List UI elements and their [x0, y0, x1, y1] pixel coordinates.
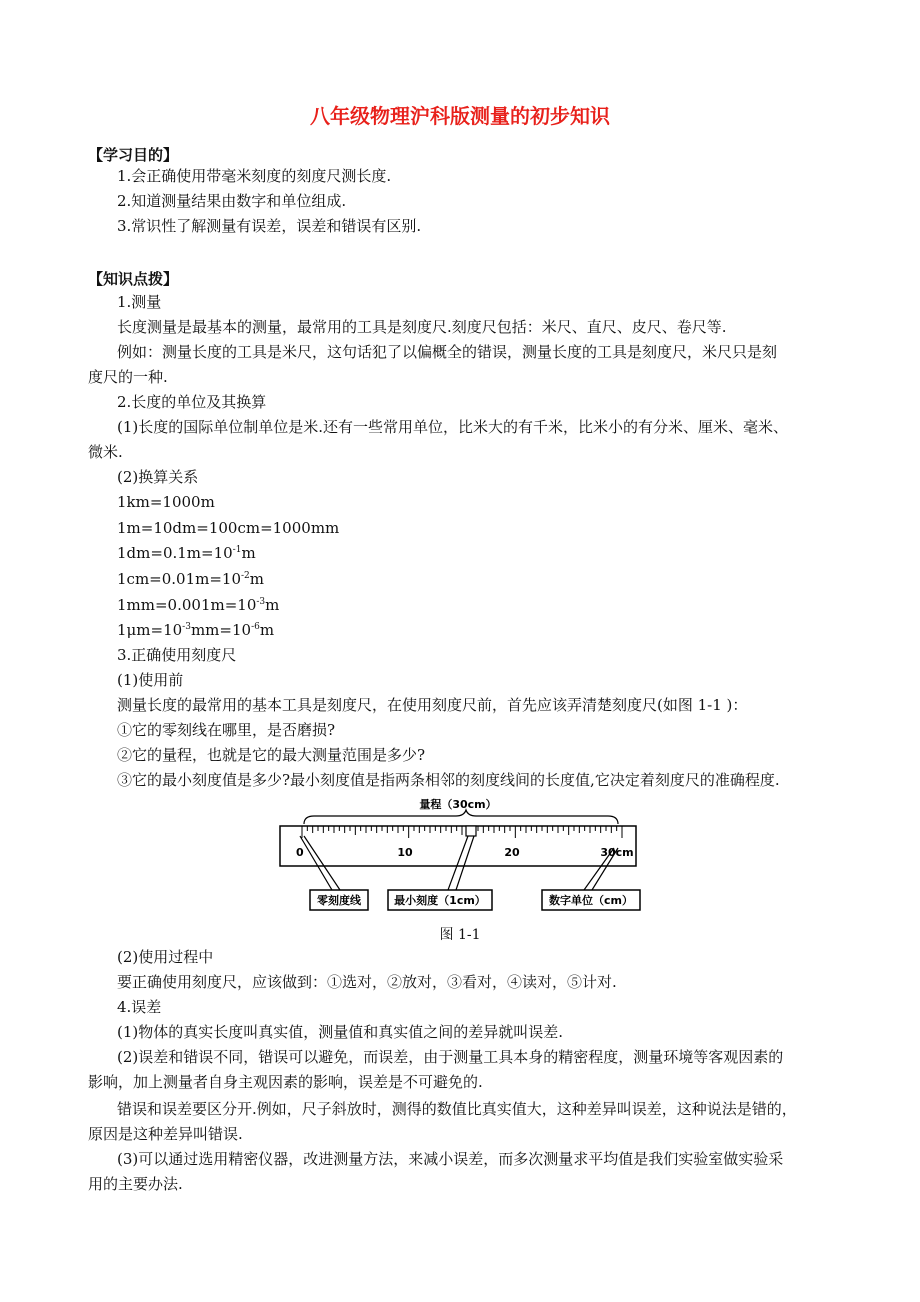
conv-text: 1dm=0.1m=10 [117, 544, 233, 562]
paragraph: 影响，加上测量者自身主观因素的影响，误差是不可避免的. [88, 1073, 483, 1091]
exponent: -3 [256, 597, 266, 607]
conversion-line [117, 595, 279, 615]
min-scale-marker [466, 826, 476, 836]
conv-text: m [259, 621, 275, 639]
paragraph: 测量长度的最常用的基本工具是刻度尺，在使用刻度尺前，首先应该弄清楚刻度尺(如图 1-1 )： [117, 696, 748, 714]
tick-label-10: 10 [397, 846, 413, 859]
paragraph: 错误和误差要区分开.例如，尺子斜放时，测得的数值比真实值大，这种差异叫误差，这种说法是错的， [117, 1100, 797, 1118]
section-title: 1.测量 [117, 293, 162, 311]
conv-text: 1μm=10 [117, 621, 183, 639]
exponent: -1 [232, 545, 242, 555]
ruler-body [280, 826, 636, 866]
paragraph: 原因是这种差异叫错误. [88, 1125, 243, 1143]
objective-item: 3.常识性了解测量有误差，误差和错误有区别. [117, 217, 422, 235]
objectives-heading: 【学习目的】 [88, 146, 179, 164]
conversion-line: 1km=1000m [117, 493, 215, 511]
range-bracket [304, 810, 618, 824]
paragraph: (2)使用过程中 [117, 948, 214, 966]
question-item: ①它的零刻线在哪里，是否磨损? [117, 721, 336, 739]
conversion-line [117, 543, 256, 563]
paragraph: 例如：测量长度的工具是米尺，这句话犯了以偏概全的错误，测量长度的工具是刻度尺，米尺只是刻 [117, 343, 778, 361]
section-title: 2.长度的单位及其换算 [117, 393, 267, 411]
paragraph: (1)使用前 [117, 671, 184, 689]
paragraph: (3)可以通过选用精密仪器，改进测量方法，来减小误差，而多次测量求平均值是我们实验室做实验采 [117, 1150, 784, 1168]
label-min-scale: 最小刻度（1cm） [394, 894, 486, 907]
leader-line-zero-a [300, 836, 332, 890]
paragraph: 度尺的一种. [88, 368, 168, 386]
objective-item: 2.知道测量结果由数字和单位组成. [117, 192, 347, 210]
page-title: 八年级物理沪科版测量的初步知识 [310, 104, 610, 128]
conv-text: m [241, 544, 256, 562]
ruler-figure [270, 796, 650, 916]
section-title: 4.误差 [117, 998, 162, 1016]
conv-text: m [265, 596, 280, 614]
leader-line-zero-b [304, 836, 340, 890]
conv-text: 1mm=0.001m=10 [117, 596, 257, 614]
leader-line-unit-a [584, 848, 614, 890]
knowledge-heading: 【知识点拨】 [88, 270, 179, 288]
label-number-unit: 数字单位（cm） [549, 894, 633, 907]
ruler-ticks [302, 826, 622, 838]
label-zero-line: 零刻度线 [317, 894, 361, 907]
tick-label-20: 20 [504, 846, 520, 859]
tick-label-0: 0 [296, 846, 304, 859]
figure-caption: 图 1-1 [439, 927, 481, 943]
objective-item: 1.会正确使用带毫米刻度的刻度尺测长度. [117, 167, 392, 185]
paragraph: 长度测量是最基本的测量，最常用的工具是刻度尺.刻度尺包括：米尺、直尺、皮尺、卷尺等. [117, 318, 727, 336]
conversion-line [117, 620, 274, 640]
ruler-diagram [270, 796, 650, 916]
tick-label-30cm: 30cm [600, 846, 634, 859]
paragraph: 用的主要办法. [88, 1175, 183, 1193]
question-item: ②它的量程，也就是它的最大测量范围是多少? [117, 746, 426, 764]
paragraph: 要正确使用刻度尺，应该做到：①选对，②放对，③看对，④读对，⑤计对. [117, 973, 617, 991]
conv-text: 1cm=0.01m=10 [117, 570, 242, 588]
section-title: 3.正确使用刻度尺 [117, 646, 237, 664]
conversion-line: 1m=10dm=100cm=1000mm [117, 519, 340, 537]
exponent: -6 [251, 622, 260, 632]
exponent: -2 [241, 571, 250, 581]
paragraph: 微米. [88, 443, 123, 461]
question-item: ③它的最小刻度值是多少?最小刻度值是指两条相邻的刻度线间的长度值,它决定着刻度尺的准确程度. [117, 771, 780, 789]
conv-text: mm=10 [190, 621, 252, 639]
conv-text: m [249, 570, 265, 588]
paragraph: (2)误差和错误不同，错误可以避免，而误差，由于测量工具本身的精密程度，测量环境等客观因素的 [117, 1048, 784, 1066]
paragraph: (1)长度的国际单位制单位是米.还有一些常用单位，比米大的有千米，比米小的有分米、厘米、毫米、 [117, 418, 789, 436]
paragraph: (1)物体的真实长度叫真实值，测量值和真实值之间的差异就叫误差. [117, 1023, 564, 1041]
paragraph: (2)换算关系 [117, 468, 199, 486]
exponent: -3 [182, 622, 191, 632]
conversion-line [117, 569, 264, 589]
range-label: 量程（30cm） [419, 798, 497, 811]
